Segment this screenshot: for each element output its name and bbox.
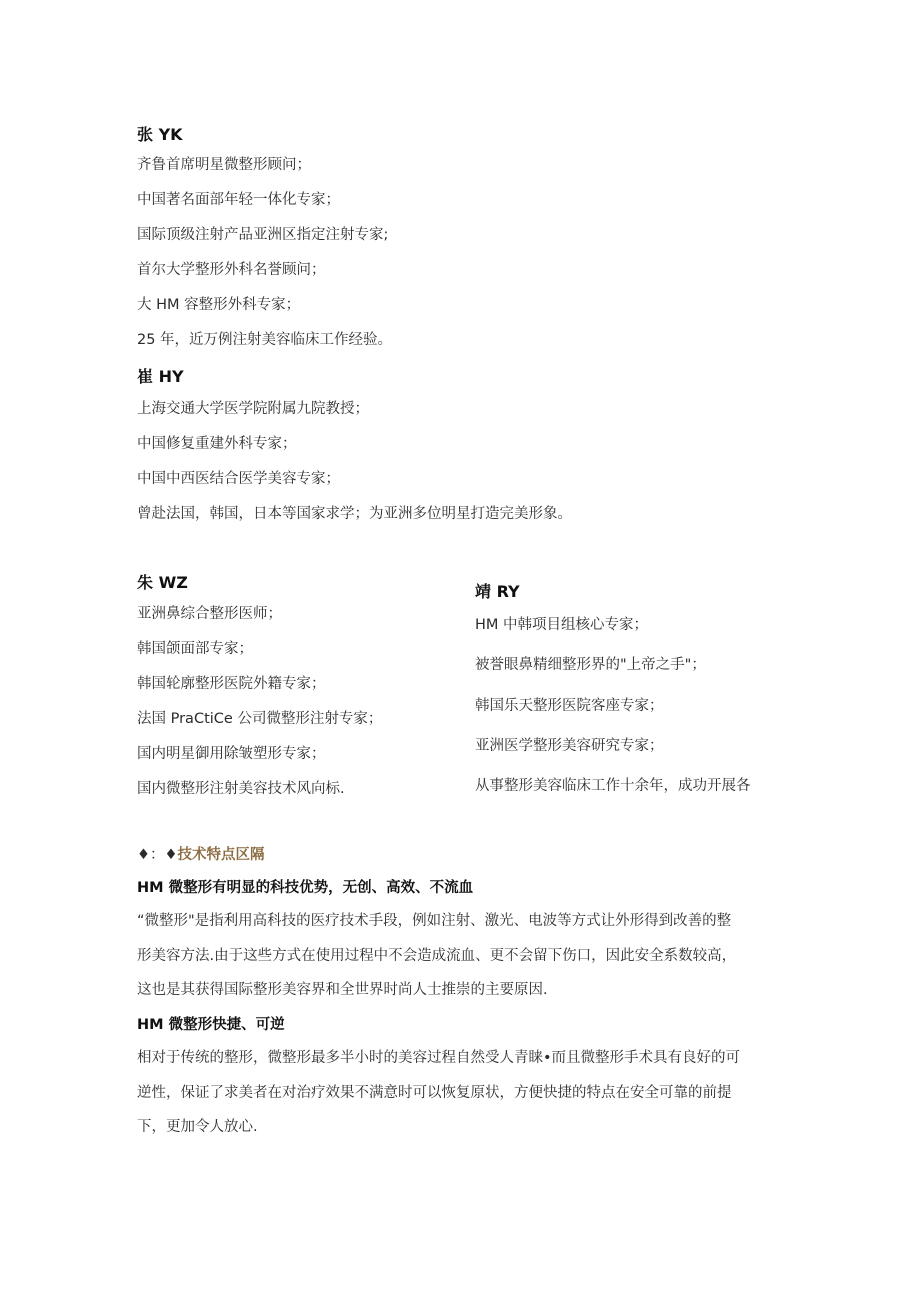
- doctor-credential: 韩国乐天整形医院客座专家；: [475, 698, 664, 714]
- doctor-credential: 韩国颌面部专家；: [137, 641, 253, 657]
- doctor-name: 朱 WZ: [137, 573, 188, 592]
- doctor-credential: 首尔大学整形外科名誉顾问；: [137, 262, 326, 278]
- feature-heading: HM 微整形有明显的科技优势，无创、高效、不流血: [137, 880, 474, 896]
- section-header: [137, 845, 265, 865]
- doctor-credential: 中国修复重建外科专家；: [137, 436, 297, 452]
- doctor-name: 靖 RY: [475, 582, 520, 601]
- diamond-bullet-icon: ♦：♦: [137, 847, 178, 863]
- paragraph-line: 形美容方法.由于这些方式在使用过程中不会造成流血、更不会留下伤口，因此安全系数较高，: [137, 947, 737, 964]
- doctor-credential: 国内明星御用除皱塑形专家；: [137, 746, 326, 762]
- paragraph-line: 下，更加令人放心.: [137, 1119, 258, 1135]
- doctor-credential: 国内微整形注射美容技术风向标.: [137, 781, 345, 797]
- doctor-credential: 被誉眼鼻精细整形界的"上帝之手"；: [475, 657, 706, 673]
- section-title: 技术特点区隔: [177, 847, 265, 863]
- doctor-credential: 上海交通大学医学院附属九院教授；: [137, 401, 369, 417]
- doctor-credential: 中国著名面部年轻一体化专家；: [137, 192, 340, 208]
- doctor-credential: 齐鲁首席明星微整形顾问；: [137, 157, 311, 173]
- paragraph-line: 这也是其获得国际整形美容界和全世界时尚人士推崇的主要原因.: [137, 982, 548, 998]
- feature-paragraph: [137, 904, 787, 1008]
- doctor-credential: HM 中韩项目组核心专家；: [475, 617, 649, 633]
- doctor-credential: 亚洲鼻综合整形医师；: [137, 606, 282, 622]
- doctor-credential: 从事整形美容临床工作十余年，成功开展各: [475, 778, 751, 794]
- doctor-name: 崔 HY: [137, 367, 184, 386]
- feature-paragraph: [137, 1041, 787, 1145]
- doctor-credential: 韩国轮廓整形医院外籍专家；: [137, 676, 326, 692]
- paragraph-line: 相对于传统的整形，微整形最多半小时的美容过程自然受人青睐•而且微整形手术具有良好的可: [137, 1050, 741, 1066]
- paragraph-line: “微整形"是指利用高科技的医疗技术手段，例如注射、激光、电波等方式让外形得到改善的整: [137, 913, 732, 929]
- paragraph-line: 逆性，保证了求美者在对治疗效果不满意时可以恢复原状，方便快捷的特点在安全可靠的前提: [137, 1084, 732, 1101]
- doctor-credential: 中国中西医结合医学美容专家；: [137, 471, 340, 487]
- doctor-credential: 法国 PraCtiCe 公司微整形注射专家；: [137, 711, 383, 727]
- doctor-credential: 25 年，近万例注射美容临床工作经验。: [137, 332, 393, 348]
- doctor-credential: 亚洲医学整形美容研究专家；: [475, 738, 664, 754]
- doctor-credential: 大 HM 容整形外科专家；: [137, 297, 301, 313]
- doctor-name: 张 YK: [137, 125, 183, 144]
- doctor-credential: 国际顶级注射产品亚洲区指定注射专家;: [137, 227, 389, 243]
- feature-heading: HM 微整形快捷、可逆: [137, 1017, 285, 1033]
- doctor-credential: 曾赴法国，韩国，日本等国家求学；为亚洲多位明星打造完美形象。: [137, 506, 572, 522]
